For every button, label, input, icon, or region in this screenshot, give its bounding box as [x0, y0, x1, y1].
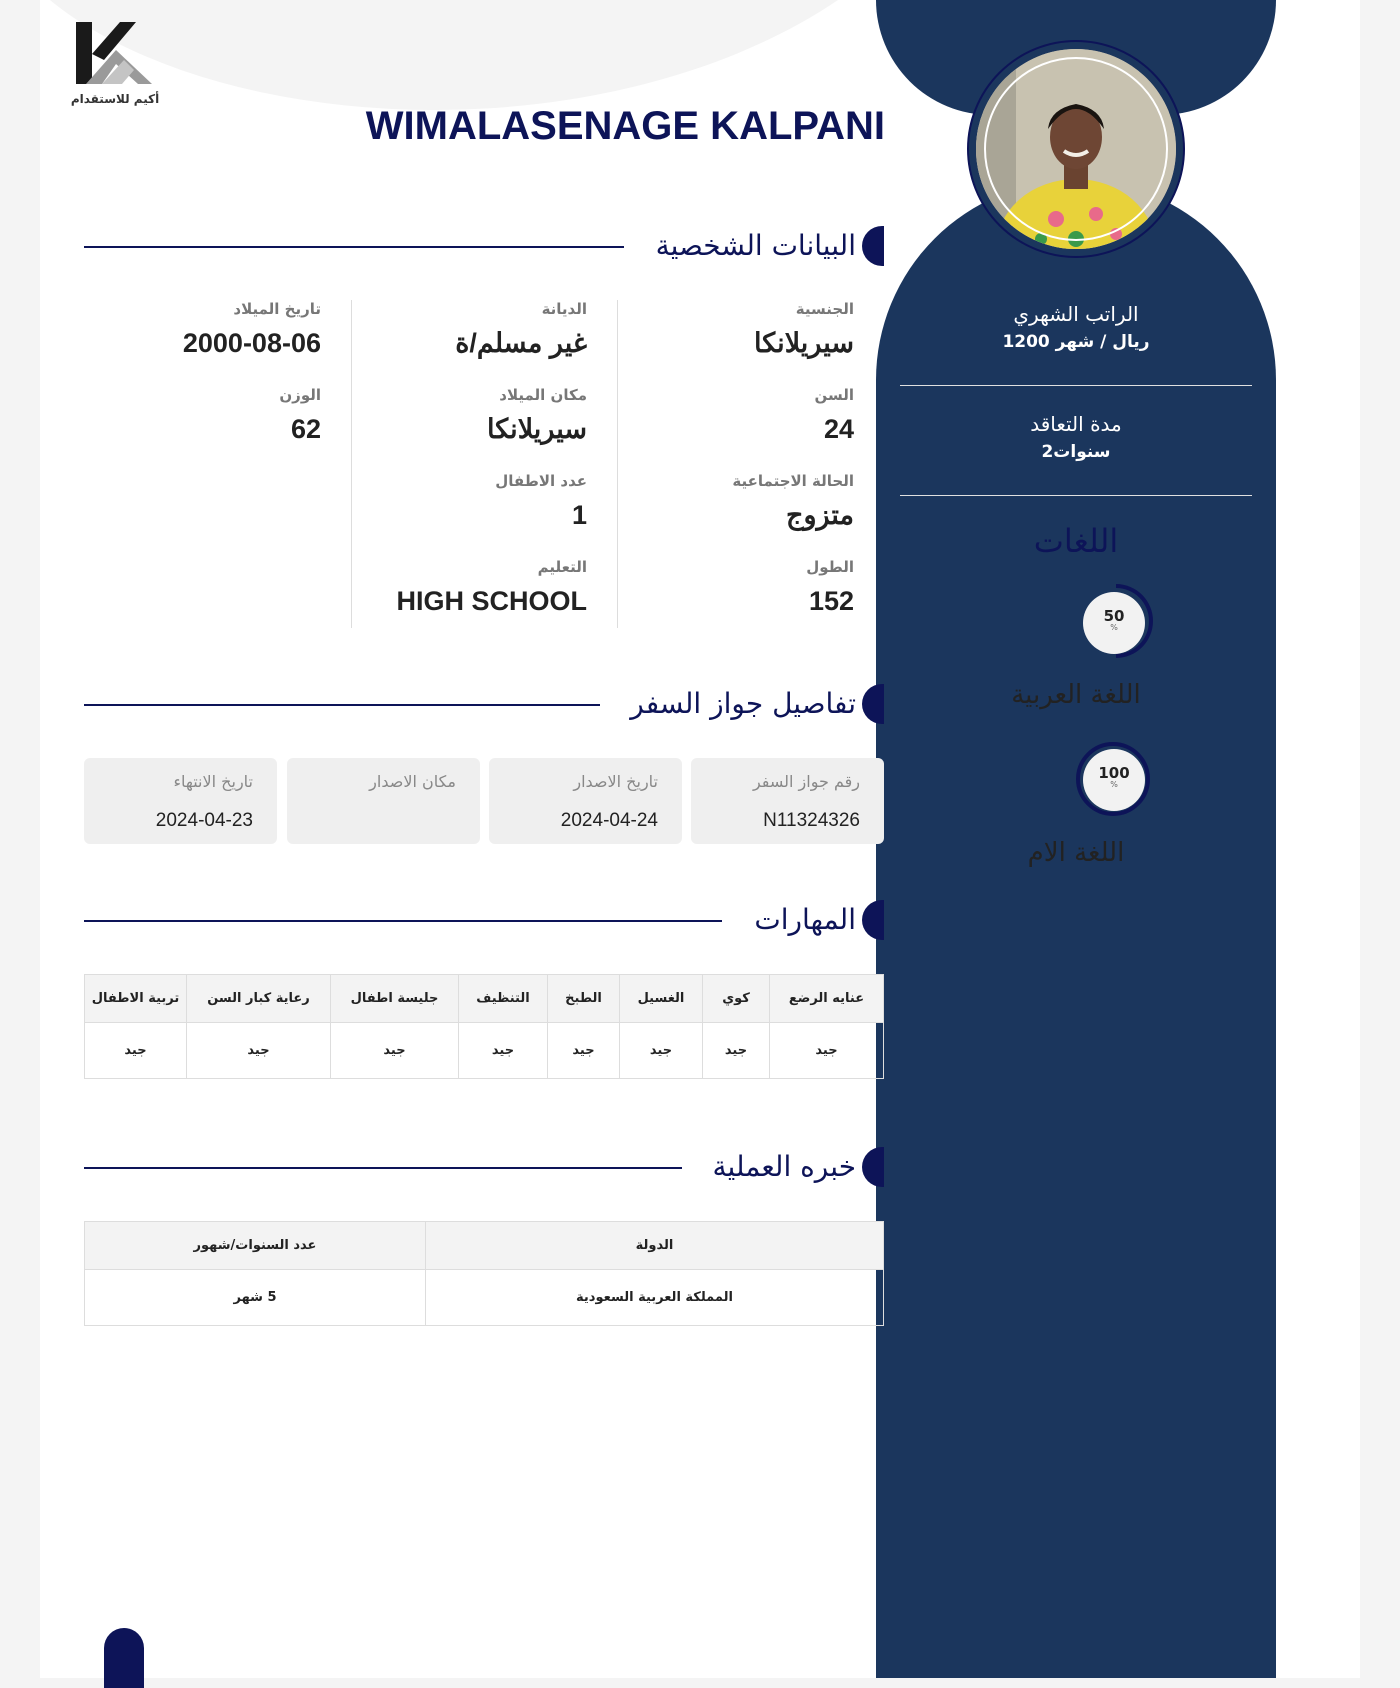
table-header: الدولة	[426, 1222, 884, 1270]
table-cell: جيد	[331, 1023, 459, 1079]
bottom-decorative-tab	[104, 1628, 144, 1688]
section-line	[84, 1167, 682, 1169]
table-row	[85, 1023, 884, 1079]
field-value: HIGH SCHOOL	[396, 586, 587, 616]
personal-column-3	[81, 300, 321, 472]
field-value: 1	[571, 500, 587, 530]
card-value: 2024-04-23	[155, 810, 253, 831]
contract-label: مدة التعاقد	[1030, 412, 1122, 436]
section-tab	[862, 900, 884, 940]
table-header: عدد السنوات/شهور	[85, 1222, 426, 1270]
passport-number-card	[691, 758, 884, 844]
card-label: مكان الاصدار	[369, 772, 456, 791]
section-header-experience	[84, 1145, 884, 1189]
table-header: كوي	[703, 975, 770, 1023]
table-header-row	[85, 1222, 884, 1270]
experience-table	[84, 1221, 884, 1326]
table-cell: جيد	[187, 1023, 331, 1079]
field-value: غير مسلم/ة	[455, 328, 587, 358]
field-label: عدد الاطفال	[495, 472, 587, 490]
languages-title: اللغات	[1033, 522, 1119, 560]
table-row	[85, 1270, 884, 1326]
table-header: الطبخ	[548, 975, 620, 1023]
passport-issue-date-card	[489, 758, 682, 844]
logo-wordmark: أكيم للاستقدام	[70, 92, 160, 106]
table-cell: جيد	[620, 1023, 703, 1079]
language-percent: 50	[1103, 607, 1125, 625]
language-name: اللغة الام	[1027, 838, 1125, 868]
field-value: 62	[290, 414, 321, 444]
field-label: الديانة	[541, 300, 587, 318]
field-label: السن	[814, 386, 854, 404]
card-value: 2024-04-24	[560, 810, 658, 831]
field-value: سيريلانكا	[754, 328, 854, 358]
table-cell: جيد	[703, 1023, 770, 1079]
sidebar-divider	[900, 385, 1252, 386]
field-value: متزوج	[786, 500, 854, 530]
passport-issue-place-card	[287, 758, 480, 844]
section-tab	[862, 226, 884, 266]
section-header-passport	[84, 682, 884, 726]
field-label: الوزن	[279, 386, 321, 404]
field-label: الجنسية	[795, 300, 854, 318]
skills-table	[84, 974, 884, 1079]
section-line	[84, 246, 624, 248]
card-label: رقم جواز السفر	[752, 772, 860, 791]
table-cell: جيد	[770, 1023, 884, 1079]
field-label: تاريخ الميلاد	[233, 300, 321, 318]
contract-value: 2سنوات	[1041, 442, 1111, 462]
section-header-personal	[84, 224, 884, 268]
language-unit: %	[1110, 623, 1118, 632]
personal-column-1	[614, 300, 854, 644]
language-badge-native	[1083, 749, 1145, 811]
card-label: تاريخ الانتهاء	[173, 772, 253, 791]
contract-block	[900, 412, 1252, 462]
candidate-name: WIMALASENAGE KALPANI	[365, 104, 885, 148]
table-header: التنظيف	[459, 975, 548, 1023]
salary-block	[900, 302, 1252, 352]
language-unit: %	[1110, 780, 1118, 789]
language-percent: 100	[1098, 764, 1130, 782]
language-name: اللغة العربية	[1011, 680, 1141, 710]
field-label: مكان الميلاد	[499, 386, 587, 404]
table-header-row	[85, 975, 884, 1023]
table-cell: 5 شهر	[85, 1270, 426, 1326]
section-line	[84, 704, 600, 706]
table-header: رعاية كبار السن	[187, 975, 331, 1023]
photo-inner-ring	[984, 57, 1168, 241]
section-tab	[862, 1147, 884, 1187]
field-label: الحالة الاجتماعية	[732, 472, 854, 490]
section-title: خبره العملية	[712, 1150, 856, 1183]
table-header: الغسيل	[620, 975, 703, 1023]
field-value: 24	[823, 414, 854, 444]
sidebar-panel	[876, 180, 1276, 1678]
column-divider	[617, 300, 618, 628]
table-cell: المملكة العربية السعودية	[426, 1270, 884, 1326]
table-header: تربية الاطفال	[85, 975, 187, 1023]
salary-label: الراتب الشهري	[1013, 302, 1139, 326]
section-title: تفاصيل جواز السفر	[630, 687, 856, 720]
salary-value: 1200 ريال / شهر	[1002, 332, 1150, 352]
language-badge-arabic	[1083, 592, 1145, 654]
table-header: عنايه الرضع	[770, 975, 884, 1023]
section-line	[84, 920, 722, 922]
field-label: التعليم	[537, 558, 587, 576]
table-cell: جيد	[85, 1023, 187, 1079]
card-label: تاريخ الاصدار	[573, 772, 658, 791]
field-label: الطول	[806, 558, 854, 576]
field-value: 2000-08-06	[182, 328, 321, 358]
passport-expiry-card	[84, 758, 277, 844]
section-tab	[862, 684, 884, 724]
field-value: سيريلانكا	[487, 414, 587, 444]
column-divider	[351, 300, 352, 628]
section-title: البيانات الشخصية	[655, 229, 856, 262]
table-cell: جيد	[548, 1023, 620, 1079]
card-value: N11324326	[763, 810, 860, 831]
table-header: جليسة اطفال	[331, 975, 459, 1023]
section-title: المهارات	[754, 903, 856, 936]
top-decorative-curve	[40, 0, 980, 110]
personal-column-2	[347, 300, 587, 644]
table-cell: جيد	[459, 1023, 548, 1079]
field-value: 152	[808, 586, 854, 616]
section-header-skills	[84, 898, 884, 942]
sidebar-divider	[900, 495, 1252, 496]
